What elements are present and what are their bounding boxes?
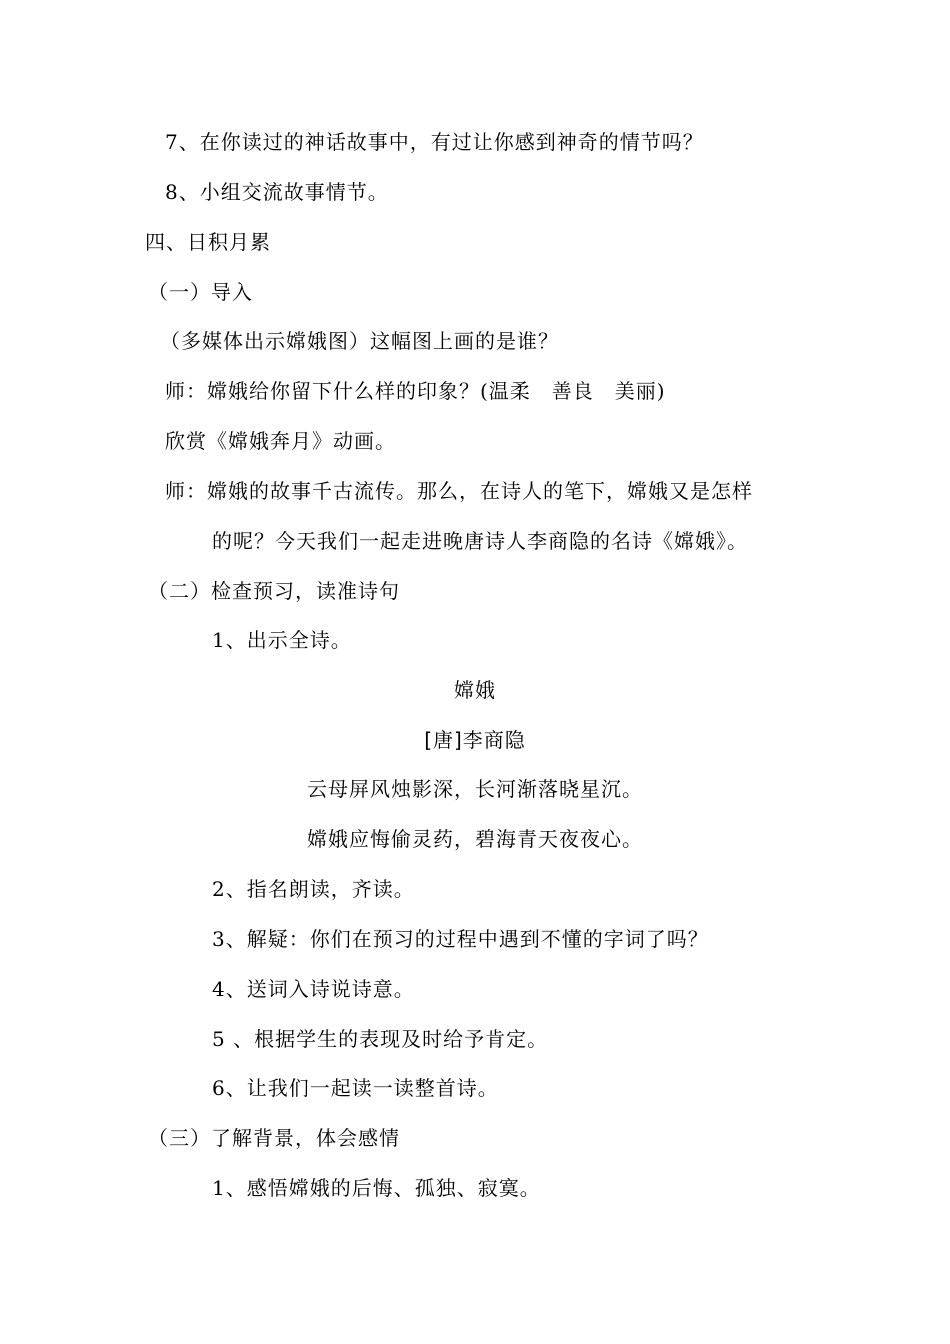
intro-line-3: 欣赏《嫦娥奔月》动画。 [165, 429, 396, 453]
preview-step-3: 3、解疑：你们在预习的过程中遇到不懂的字词了吗？ [212, 927, 709, 951]
poem-author: [唐]李商隐 [424, 728, 526, 752]
preview-step-2: 2、指名朗读，齐读。 [212, 877, 415, 901]
preview-step-5: 5 、根据学生的表现及时给予肯定。 [212, 1027, 549, 1051]
background-step-1: 1、感悟嫦娥的后悔、孤独、寂寞。 [212, 1176, 541, 1200]
poem-title: 嫦娥 [454, 678, 496, 702]
preview-step-6: 6、让我们一起读一读整首诗。 [212, 1076, 499, 1100]
part-heading-intro: （一）导入 [148, 280, 253, 304]
poem-verse-1: 云母屏风烛影深，长河渐落晓星沉。 [307, 777, 643, 801]
poem-verse-2: 嫦娥应悔偷灵药，碧海青天夜夜心。 [307, 827, 643, 851]
item-7: 7、在你读过的神话故事中，有过让你感到神奇的情节吗？ [165, 130, 704, 154]
part-heading-preview: （二）检查预习，读准诗句 [148, 579, 400, 603]
intro-line-2: 师：嫦娥给你留下什么样的印象？(温柔 善良 美丽) [165, 379, 666, 403]
preview-step-1: 1、出示全诗。 [212, 628, 352, 652]
intro-line-4a: 师：嫦娥的故事千古流传。那么，在诗人的笔下，嫦娥又是怎样 [165, 479, 753, 503]
item-8: 8、小组交流故事情节。 [165, 180, 389, 204]
intro-line-1: （多媒体出示嫦娥图）这幅图上画的是谁？ [160, 329, 559, 353]
preview-step-4: 4、送词入诗说诗意。 [212, 977, 415, 1001]
intro-line-4b: 的呢？今天我们一起走进晚唐诗人李商隐的名诗《嫦娥》。 [212, 529, 748, 553]
part-heading-background: （三）了解背景，体会感情 [148, 1126, 400, 1150]
section-heading: 四、日积月累 [145, 230, 271, 254]
